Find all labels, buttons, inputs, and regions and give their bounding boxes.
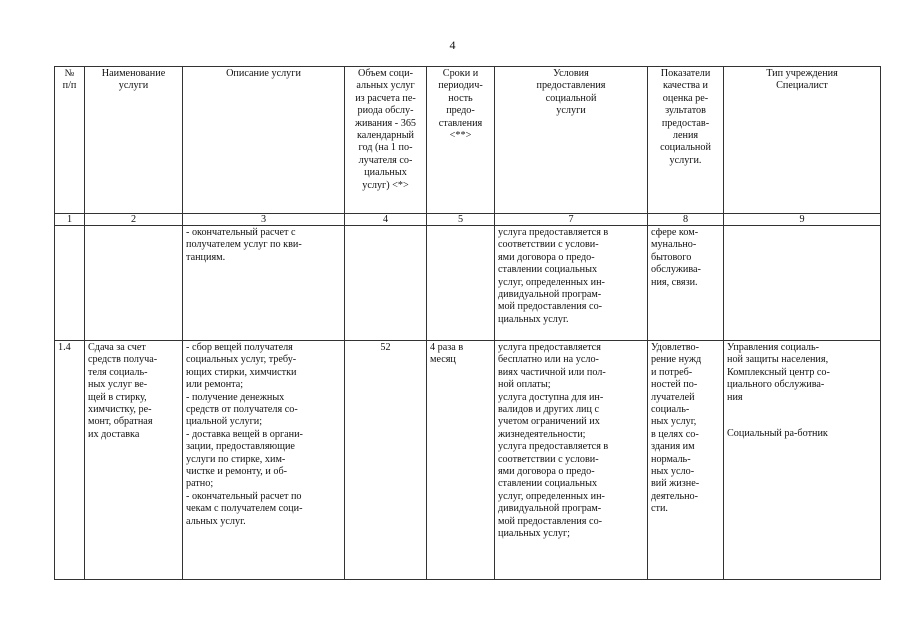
header-name bbox=[85, 67, 183, 214]
text-line: мой предоставления со- bbox=[498, 301, 603, 313]
text-line: лучателей bbox=[651, 391, 695, 403]
text-line: ставлении социальных bbox=[498, 478, 598, 490]
text-line: услуги. bbox=[669, 154, 702, 166]
text-line: и потреб- bbox=[651, 366, 693, 378]
row-name bbox=[85, 226, 183, 341]
text-line: зультатов bbox=[665, 105, 706, 117]
text-line: качества и bbox=[663, 80, 708, 92]
table-row-1-4 bbox=[55, 341, 881, 580]
text-line: вий жизне- bbox=[651, 478, 700, 490]
row-institution bbox=[724, 341, 881, 580]
header-institution bbox=[724, 67, 881, 214]
text-line: социальной bbox=[545, 92, 597, 104]
text-line: обслужива- bbox=[651, 264, 701, 276]
text-line: год (на 1 по- bbox=[358, 142, 413, 154]
text-line: услуги bbox=[118, 80, 149, 92]
text-line: дивидуальной програм- bbox=[498, 503, 602, 515]
text-line: дивидуальной програм- bbox=[498, 289, 602, 301]
text-line: Сроки и bbox=[442, 68, 479, 79]
row-frequency bbox=[427, 341, 495, 580]
services-table bbox=[54, 66, 881, 580]
text-line: лучателя со- bbox=[358, 154, 413, 166]
text-line: ния bbox=[727, 391, 743, 403]
text-line: услуг, определенных ин- bbox=[498, 276, 605, 288]
row-frequency bbox=[427, 226, 495, 341]
text-line: танциям. bbox=[186, 251, 226, 263]
text-line: - доставка вещей в органи- bbox=[186, 428, 303, 440]
text-line: альных услуг bbox=[356, 80, 415, 92]
text-line: услуга предоставляется в bbox=[498, 227, 609, 238]
text-line: химчистку, ре- bbox=[88, 404, 152, 416]
text-line: нормаль- bbox=[651, 453, 691, 465]
text-line: календарный bbox=[356, 130, 414, 142]
row-quality bbox=[648, 226, 724, 341]
row-description bbox=[183, 226, 345, 341]
text-line: <**> bbox=[449, 130, 472, 142]
text-line: п/п bbox=[62, 80, 77, 92]
row-conditions bbox=[495, 226, 648, 341]
text-line: социальной bbox=[660, 142, 711, 154]
column-number: 1 bbox=[55, 214, 85, 226]
column-number: 2 bbox=[85, 214, 183, 226]
text-line: мой предоставления со- bbox=[498, 515, 603, 527]
row-description bbox=[183, 341, 345, 580]
header-num bbox=[55, 67, 85, 214]
text-line: чекам с получателем соци- bbox=[186, 503, 303, 515]
text-line: щей в стирку, bbox=[88, 391, 147, 403]
text-line: 4 раза в bbox=[430, 342, 464, 353]
text-line: услуга доступна для ин- bbox=[498, 391, 604, 403]
specialist: Социальный ра-ботник bbox=[727, 428, 828, 440]
text-line: оценка ре- bbox=[662, 92, 709, 104]
text-line: ями договора о предо- bbox=[498, 466, 595, 478]
text-line: Комплексный центр со- bbox=[727, 366, 830, 378]
column-number: 5 bbox=[427, 214, 495, 226]
text-line: сфере ком- bbox=[651, 227, 699, 238]
text-line: циальных услуг. bbox=[498, 313, 569, 325]
column-number: 7 bbox=[495, 214, 648, 226]
text-line: их доставка bbox=[88, 428, 140, 440]
text-line: ной оплаты; bbox=[498, 379, 551, 391]
text-line: из расчета пе- bbox=[355, 92, 416, 104]
row-name bbox=[85, 341, 183, 580]
text-line: ставления bbox=[438, 117, 483, 129]
row-institution bbox=[724, 226, 881, 341]
text-line: Тип учреждения bbox=[766, 68, 838, 79]
text-line: предо- bbox=[446, 105, 475, 117]
text-line: циальной услуги; bbox=[186, 416, 263, 428]
column-number: 4 bbox=[345, 214, 427, 226]
row-num: 1.4 bbox=[55, 341, 85, 580]
text-line: Специалист bbox=[776, 80, 828, 92]
text-line: зации, предоставляющие bbox=[186, 441, 295, 453]
text-line: социаль- bbox=[651, 404, 690, 416]
text-line: теля социаль- bbox=[88, 366, 148, 378]
text-line: бытового bbox=[651, 251, 692, 263]
text-line: ностей по- bbox=[651, 379, 698, 391]
text-line: услуги bbox=[556, 105, 586, 117]
text-line: соответствии с услови- bbox=[498, 239, 599, 251]
text-line: услуга предоставляется в bbox=[498, 441, 609, 453]
text-line: услуг, определенных ин- bbox=[498, 490, 605, 502]
text-line: периодич- bbox=[438, 80, 483, 92]
text-line: Наименование bbox=[101, 68, 166, 79]
text-line: ния, связи. bbox=[651, 276, 698, 288]
text-line: Управления социаль- bbox=[727, 342, 820, 353]
text-line: ность bbox=[448, 92, 473, 104]
page-number: 4 bbox=[449, 38, 456, 52]
header-quality bbox=[648, 67, 724, 214]
row-volume bbox=[345, 226, 427, 341]
text-line: предостав- bbox=[661, 117, 710, 129]
text-line: рение нужд bbox=[651, 354, 702, 366]
text-line: получателем услуг по кви- bbox=[186, 239, 302, 251]
text-line: - окончательный расчет по bbox=[186, 490, 302, 502]
text-line: деятельно- bbox=[651, 490, 699, 502]
text-line: Удовлетво- bbox=[651, 342, 700, 353]
text-line: услуги по стирке, хим- bbox=[186, 453, 286, 465]
text-line: ющих стирки, химчистки bbox=[186, 366, 297, 378]
row-num bbox=[55, 226, 85, 341]
text-line: риода обслу- bbox=[357, 105, 414, 117]
text-line: учетом ограничений их bbox=[498, 416, 600, 428]
text-line: мунально- bbox=[651, 239, 697, 251]
text-line: сти. bbox=[651, 503, 668, 515]
text-line: циальных услуг; bbox=[498, 528, 570, 540]
text-line: циальных bbox=[364, 167, 407, 179]
header-volume bbox=[345, 67, 427, 214]
text-line: виях частичной или пол- bbox=[498, 366, 606, 378]
text-line: ных услуг, bbox=[651, 416, 697, 428]
text-line: предоставления bbox=[536, 80, 606, 92]
column-number: 3 bbox=[183, 214, 345, 226]
text-line: Сдача за счет bbox=[88, 342, 146, 353]
text-line: ратно; bbox=[186, 478, 214, 490]
text-line: живания - 365 bbox=[354, 117, 417, 129]
text-line: Условия bbox=[553, 68, 589, 79]
text-line: ных усло- bbox=[651, 466, 695, 478]
header-conditions bbox=[495, 67, 648, 214]
institution-list bbox=[727, 342, 877, 404]
text-line: ной защиты населения, bbox=[727, 354, 829, 366]
header-row bbox=[55, 67, 881, 214]
row-conditions bbox=[495, 341, 648, 580]
text-line: - получение денежных bbox=[186, 391, 285, 403]
text-line: здания им bbox=[651, 441, 695, 453]
column-number-row bbox=[55, 214, 881, 226]
text-line: ных услуг ве- bbox=[88, 379, 148, 391]
column-number: 9 bbox=[724, 214, 881, 226]
text-line: Описание услуги bbox=[226, 68, 301, 79]
text-line: услуга предоставляется bbox=[498, 342, 601, 353]
text-line: - сбор вещей получателя bbox=[186, 342, 293, 353]
text-line: услуг) <*> bbox=[362, 179, 409, 191]
header-frequency bbox=[427, 67, 495, 214]
column-number: 8 bbox=[648, 214, 724, 226]
text-line: средств от получателя со- bbox=[186, 404, 298, 416]
text-line: бесплатно или на усло- bbox=[498, 354, 599, 366]
text-line: валидов и других лиц с bbox=[498, 404, 600, 416]
text-line: монт, обратная bbox=[88, 416, 153, 428]
text-line: ления bbox=[672, 130, 699, 142]
text-line: социальных услуг, требу- bbox=[186, 354, 297, 366]
text-line: жизнедеятельности; bbox=[498, 428, 586, 440]
text-line: месяц bbox=[430, 354, 456, 366]
text-line: в целях со- bbox=[651, 428, 699, 440]
text-line: - окончательный расчет с bbox=[186, 227, 296, 238]
row-quality bbox=[648, 341, 724, 580]
text-line: Объем соци- bbox=[358, 68, 413, 79]
text-line: чистке и ремонту, и об- bbox=[186, 466, 288, 478]
table-row-continuation bbox=[55, 226, 881, 341]
text-line: альных услуг. bbox=[186, 515, 246, 527]
text-line: соответствии с услови- bbox=[498, 453, 599, 465]
text-line: ями договора о предо- bbox=[498, 251, 595, 263]
text-line: ставлении социальных bbox=[498, 264, 598, 276]
text-line: циального обслужива- bbox=[727, 379, 825, 391]
row-volume: 52 bbox=[345, 341, 427, 580]
text-line: № bbox=[64, 68, 75, 79]
header-description bbox=[183, 67, 345, 214]
text-line: средств получа- bbox=[88, 354, 158, 366]
text-line: Показатели bbox=[660, 68, 711, 79]
text-line: или ремонта; bbox=[186, 379, 244, 391]
